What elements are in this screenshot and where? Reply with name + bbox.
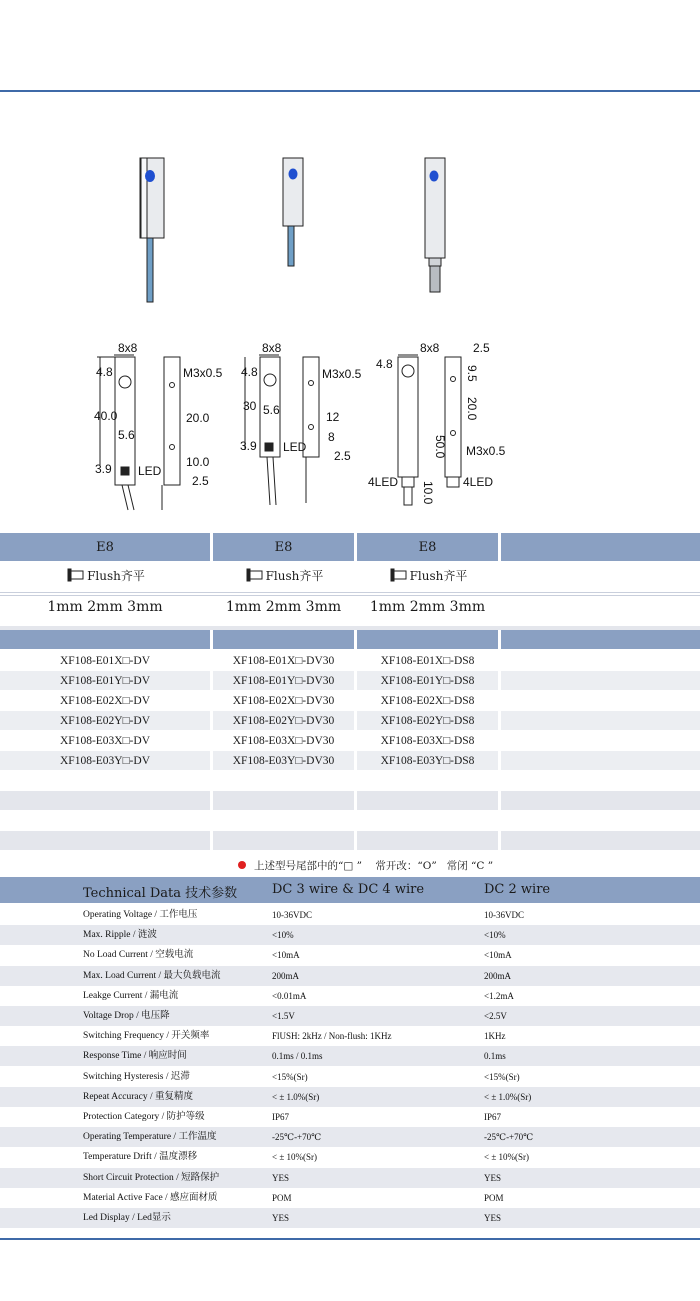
empty-row-cell [213,791,354,810]
mount-cell-2: Flush齐平 [213,563,354,587]
model-code: XF108-E03X□-DV [60,734,150,747]
model-code: XF108-E01X□-DV30 [232,654,335,667]
dim-e: 2.5 [473,341,490,355]
tech-row-value-2: 200mA [484,970,511,981]
flush-mount-icon [65,567,87,583]
tech-row-label: Material Active Face / 感应面材质 [83,1192,218,1203]
tech-row-value-2: -25℃-+70℃ [484,1132,534,1143]
tech-row-value-1: -25℃-+70℃ [272,1132,322,1143]
tech-row-value-2: <15%(Sr) [484,1071,520,1082]
technical-drawings [0,335,700,515]
tech-row [0,945,700,965]
dim-g: 2.5 [192,474,209,488]
product-header-3: E8 [357,533,498,561]
tech-row [0,1168,700,1188]
product-photos [0,140,700,310]
tech-row-value-2: <10% [484,930,506,941]
model-code: XF108-E02Y□-DV30 [232,714,335,727]
model-header-1 [0,630,210,649]
dim-b: 40.0 [94,409,118,423]
dim-thread: M3x0.5 [183,366,223,380]
model-code: XF108-E02X□-DS8 [380,694,475,707]
dim-g: 2.5 [334,449,351,463]
tech-row-value-1: <10% [272,930,294,941]
top-rule [0,90,700,92]
tech-row [0,1188,700,1208]
flush-mount-icon [388,567,410,583]
bottom-rule [0,1238,700,1240]
tech-row [0,1147,700,1167]
separator [0,592,700,593]
model-header-2 [213,630,354,649]
dim-f: 9.5 [465,365,479,382]
empty-row-cell [501,831,700,850]
tech-row-label: Repeat Accuracy / 重复精度 [83,1091,194,1102]
tech-header-col1: DC 3 wire & DC 4 wire [272,882,425,897]
model-header-4 [501,630,700,649]
tech-row [0,966,700,986]
tech-row-value-1: < ± 1.0%(Sr) [272,1091,320,1102]
tech-row-label: Protection Category / 防护等级 [83,1112,205,1122]
dim-b: 50.0 [433,435,447,459]
tech-row-value-1: FlUSH: 2kHz / Non-flush: 1KHz [272,1031,392,1042]
tech-row-value-1: <1.5V [272,1011,295,1021]
drawing-1 [94,341,223,510]
tech-row-label: Led Display / Led显示 [83,1213,171,1223]
tech-row-label: Max. Ripple / 涟波 [83,930,157,941]
drawing-2 [240,341,362,505]
dim-a: 4.8 [376,357,393,371]
empty-row-cell [213,831,354,850]
tech-row [0,1107,700,1127]
tech-row-label: Switching Frequency / 开关频率 [83,1031,210,1042]
model-code: XF108-E03Y□-DV [60,754,150,767]
tech-row-value-1: YES [272,1172,290,1183]
dim-d: 3.9 [95,462,112,476]
dim-width: 8x8 [262,341,282,355]
dim-c: 10.0 [421,481,435,505]
tech-header-label: Technical Data 技术参数 [83,886,238,901]
model-row-shade [501,671,700,690]
tech-header [0,877,700,903]
tech-row-label: Temperature Drift / 温度漂移 [83,1152,198,1163]
empty-row-cell [501,791,700,810]
dim-width: 8x8 [420,341,440,355]
tech-row-label: Operating Voltage / 工作电压 [83,910,198,920]
model-code: XF108-E01X□-DS8 [380,654,475,667]
drawing-3 [368,341,506,505]
distance-cell-3: 1mm 2mm 3mm [369,599,486,615]
distance-cell-1: 1mm 2mm 3mm [47,599,163,615]
led-label: LED [138,464,162,478]
dim-d: 3.9 [240,439,257,453]
led-label-left: 4LED [368,475,399,489]
tech-row-label: Response Time / 响应时间 [83,1051,187,1062]
tech-header-col2: DC 2 wire [484,882,551,897]
tech-row-label: Leakge Current / 漏电流 [83,990,179,1001]
dim-thread: M3x0.5 [322,367,362,381]
tech-row-value-1: 0.1ms / 0.1ms [272,1051,323,1062]
product-header-empty [501,533,700,561]
tech-row-value-2: POM [484,1192,504,1203]
dim-c: 5.6 [263,403,280,417]
tech-row-label: Operating Temperature / 工作温度 [83,1132,217,1143]
model-header-3 [357,630,498,649]
model-code: XF108-E01Y□-DV [60,674,150,687]
tech-row [0,986,700,1006]
dim-a: 4.8 [241,365,258,379]
tech-row [0,905,700,925]
tech-row-value-2: 0.1ms [484,1051,506,1062]
product-header-2: E8 [213,533,354,561]
tech-row [0,1067,700,1087]
model-code: XF108-E03X□-DS8 [380,734,475,747]
tech-row-value-1: <10mA [272,950,300,961]
tech-row-value-2: <2.5V [484,1011,507,1021]
tech-row [0,1208,700,1228]
led-label-right: 4LED [463,475,494,489]
tech-row-value-2: < ± 1.0%(Sr) [484,1091,532,1102]
dim-a: 4.8 [96,365,113,379]
model-code: XF108-E03Y□-DS8 [380,754,475,767]
model-code: XF108-E02Y□-DS8 [380,714,475,727]
tech-row-value-2: YES [484,1172,502,1183]
distance-cell-2: 1mm 2mm 3mm [225,599,342,615]
tech-row-label: Max. Load Current / 最大负载电流 [83,970,221,981]
empty-row-cell [0,831,210,850]
model-code: XF108-E03X□-DV30 [232,734,335,747]
dim-c: 5.6 [118,428,135,442]
led-label: LED [283,440,307,454]
model-row-shade [501,751,700,770]
dim-f: 10.0 [186,455,210,469]
model-code: XF108-E02X□-DV30 [232,694,335,707]
model-code: XF108-E01X□-DV [60,654,150,667]
tech-row-label: No Load Current / 空载电流 [83,950,194,961]
model-note: 上述型号尾部中的“□ ” 常开改：“O” 常闭 “C ” [238,857,493,873]
dim-f: 8 [328,430,335,444]
dim-e: 20.0 [186,411,210,425]
model-code: XF108-E01Y□-DS8 [380,674,475,687]
model-code: XF108-E02X□-DV [60,694,150,707]
flush-mount-icon [244,567,266,583]
mount-cell-3: Flush齐平 [357,563,498,587]
empty-row-cell [357,791,498,810]
model-code: XF108-E01Y□-DV30 [232,674,335,687]
product-header-1: E8 [0,533,210,561]
sensor-photo-3 [425,158,445,292]
tech-row-label: Short Circuit Protection / 短路保护 [83,1172,220,1183]
tech-row [0,1127,700,1147]
tech-row-value-1: POM [272,1192,292,1203]
tech-row [0,1026,700,1046]
mount-cell-1: Flush齐平 [0,563,210,587]
tech-row-value-2: 1KHz [484,1031,506,1042]
tech-row [0,1006,700,1026]
tech-row [0,925,700,945]
tech-row-value-2: <1.2mA [484,990,514,1001]
model-code: XF108-E02Y□-DV [60,714,150,727]
sensor-photo-1 [140,158,164,302]
dim-g: 20.0 [465,397,479,421]
dim-width: 8x8 [118,341,138,355]
tech-row-value-1: <15%(Sr) [272,1071,308,1082]
tech-row-value-1: 200mA [272,970,299,981]
dim-thread: M3x0.5 [466,444,506,458]
tech-row-value-1: IP67 [272,1112,290,1122]
tech-row-value-1: <0.01mA [272,990,307,1001]
tech-row-label: Switching Hysteresis / 迟滞 [83,1071,190,1082]
tech-row-value-1: 10-36VDC [272,910,312,920]
model-row-shade [501,711,700,730]
tech-row-value-1: < ± 10%(Sr) [272,1152,318,1163]
sensor-photo-2 [283,158,303,266]
tech-row [0,1046,700,1066]
tech-row-value-1: YES [272,1213,290,1223]
dim-b: 30 [243,399,257,413]
tech-row-value-2: IP67 [484,1112,502,1122]
tech-row-value-2: YES [484,1213,502,1223]
tech-row-value-2: <10mA [484,950,512,961]
bullet-dot-icon [238,861,246,869]
tech-row-value-2: < ± 10%(Sr) [484,1152,530,1163]
tech-row-label: Voltage Drop / 电压降 [83,1011,170,1021]
tech-row [0,1087,700,1107]
model-code: XF108-E03Y□-DV30 [232,754,335,767]
dim-e: 12 [326,410,340,424]
empty-row-cell [0,791,210,810]
tech-row-value-2: 10-36VDC [484,910,524,920]
empty-row-cell [357,831,498,850]
